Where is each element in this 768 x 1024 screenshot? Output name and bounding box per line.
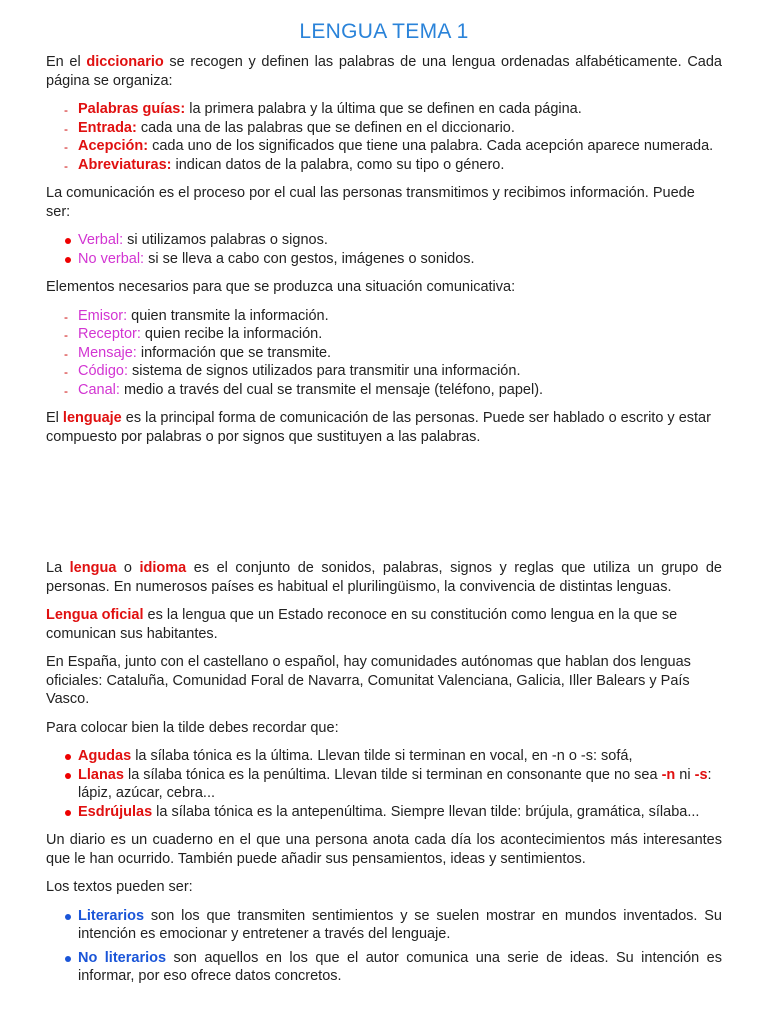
highlight-n: -n [661,766,676,783]
list-item [46,325,722,344]
paragraph-tilde: Para colocar bien la tilde debes recordar que: [46,719,339,736]
paragraph-comunicacion: La comunicación es el proceso por el cual las personas transmitimos y recibimos información. Puede ser: [46,185,695,220]
list-textos [46,907,722,986]
highlight-idioma: idioma [139,560,187,576]
list-item [46,231,722,250]
term: Canal: [78,381,120,398]
definition: cada uno de los significados que tiene una palabra. Cada acepción aparece numerada. [148,138,714,154]
term: Abreviaturas: [78,156,172,173]
list-item [46,119,722,138]
text: es el conjunto de sonidos, palabras, signos y reglas que utiliza un grupo de personas. En numerosos países es habitual el plurilingüismo, la convivencia de distintas lenguas. [46,560,722,595]
term: Mensaje: [78,344,137,361]
term: Acepción: [78,138,149,154]
list-item [46,250,722,269]
term: Entrada: [78,119,137,136]
paragraph-lenguaje [46,409,722,446]
paragraph-espana: En España, junto con el castellano o español, hay comunidades autónomas que hablan dos lenguas oficiales: Cataluña, Comunidad Foral de Navarra, Comunitat Valenciana, Galicia, Iller Balears y País Vasco. [46,654,691,707]
definition: medio a través del cual se transmite el mensaje (teléfono, papel). [119,381,544,398]
list-comunicacion [46,231,722,268]
definition: la sílaba tónica es la antepenúltima. Siempre llevan tilde: brújula, gramática, sílaba... [152,803,700,820]
definition: la primera palabra y la última que se definen en cada página. [185,101,582,117]
list-item [46,381,722,400]
text: se recogen y definen las palabras de una lengua ordenadas alfabéticamente. Cada página se organiza: [46,54,722,89]
highlight-diccionario: diccionario [86,54,164,70]
list-item [46,803,722,822]
list-item [46,307,722,326]
paragraph-diccionario [46,53,722,90]
definition: sistema de signos utilizados para transmitir una información. [127,363,521,379]
list-diccionario [46,100,722,174]
paragraph-elementos: Elementos necesarios para que se produzca una situación comunicativa: [46,279,516,295]
highlight-s: -s [694,766,708,783]
list-item [46,747,722,766]
term: Esdrújulas [78,803,153,820]
list-item [46,949,722,986]
list-item [46,907,722,944]
definition: quien recibe la información. [140,326,323,342]
term: Emisor: [78,307,128,324]
list-item [46,362,722,381]
paragraph-lengua [46,559,722,596]
list-item [46,766,722,803]
definition: si se lleva a cabo con gestos, imágenes o sonidos. [144,250,475,267]
term: Agudas [78,748,132,764]
definition: si utilizamos palabras o signos. [123,232,328,248]
page-title: LENGUA TEMA 1 [299,20,469,43]
definition: información que se transmite. [136,344,332,361]
paragraph-textos: Los textos pueden ser: [46,879,193,895]
list-item [46,100,722,119]
list-tilde [46,747,722,821]
list-item [46,137,722,156]
term: Palabras guías: [78,101,186,117]
text: El [46,410,63,426]
definition: la sílaba tónica es la última. Llevan tilde si terminan en vocal, en -n o -s: sofá, [131,748,633,764]
definition: indican datos de la palabra, como su tipo o género. [171,156,505,173]
text: es la lengua que un Estado reconoce en su constitución como lengua en la que se comunican sus habitantes. [46,607,678,642]
text: La [46,560,70,576]
term: Literarios [78,907,145,924]
highlight-lengua-oficial: Lengua oficial [46,607,144,623]
text: ni [675,766,695,783]
term: No literarios [78,949,167,966]
definition: cada una de las palabras que se definen en el diccionario. [136,119,515,136]
text: es la principal forma de comunicación de las personas. Puede ser hablado o escrito y estar compuesto por palabras o por signos que sustituyen a las palabras. [46,410,711,445]
highlight-lengua: lengua [69,560,117,576]
term: Llanas [78,766,124,783]
text: o [116,560,140,576]
paragraph-diario: Un diario es un cuaderno en el que una persona anota cada día los acontecimientos más interesantes que le han ocurrido. También puede añadir sus pensamientos, ideas y sentimientos. [46,832,722,867]
list-item [46,344,722,363]
term: No verbal: [78,250,145,267]
paragraph-lengua-oficial [46,606,722,643]
term: Verbal: [78,232,124,248]
list-item [46,156,722,175]
definition: la sílaba tónica es la penúltima. Llevan tilde si terminan en consonante que no sea [123,766,662,783]
definition: quien transmite la información. [127,307,329,324]
highlight-lenguaje: lenguaje [62,410,122,426]
text: En el [46,54,87,70]
term: Código: [78,363,128,379]
term: Receptor: [78,326,141,342]
definition: son aquellos en los que el autor comunica una serie de ideas. Su intención es informar, por eso ofrece datos concretos. [78,949,722,984]
text: : lápiz, azúcar, cebra... [78,766,712,801]
definition: son los que transmiten sentimientos y se suelen mostrar en mundos inventados. Su intención es emocionar y entretener a través del lenguaje. [78,907,722,942]
list-elementos [46,307,722,400]
